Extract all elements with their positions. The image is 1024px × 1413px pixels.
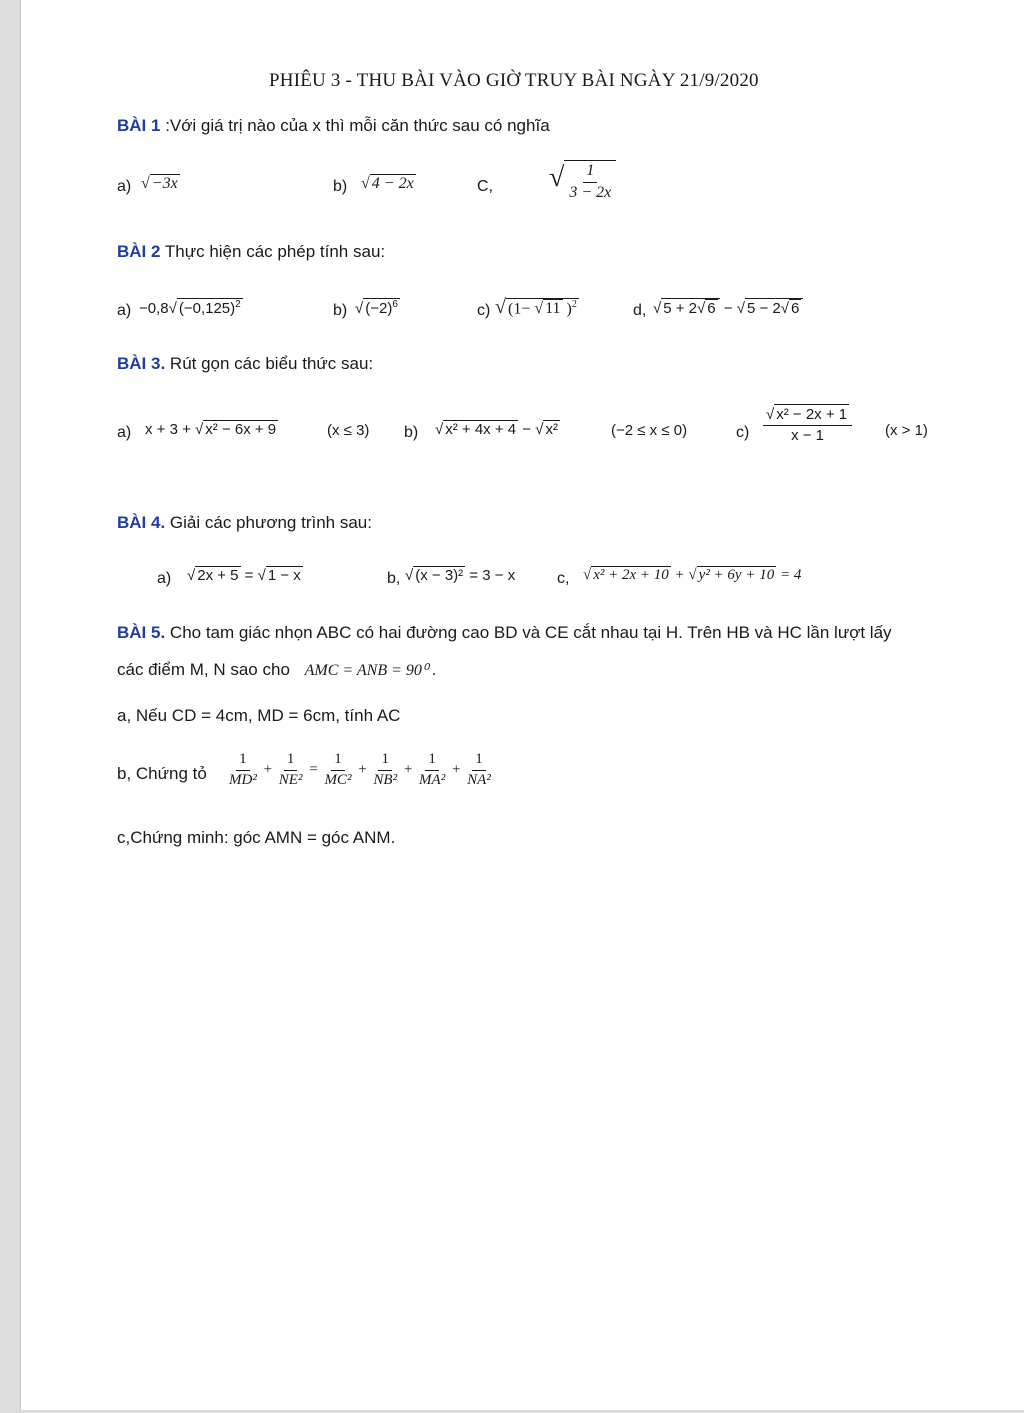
bai5-line2: các điểm M, N sao cho AMC = ANB = 90⁰ . (117, 660, 437, 679)
bai2-c-expr: √ (1− √ 11 )$^2$ (495, 296, 577, 318)
fraction-operator: + (400, 761, 417, 778)
bai3-heading (117, 354, 373, 374)
bai3-a-cond: (x ≤ 3) (327, 422, 370, 439)
bai5-fraction-sum (226, 750, 494, 790)
bai2-heading (117, 242, 385, 262)
bai2-text: Thực hiện các phép tính sau: (160, 242, 386, 261)
bai4-a-expr: √ 2x + 5 = √ 1 − x (187, 567, 301, 584)
fraction-operator: = (305, 761, 322, 778)
bai1-a-expr: √ −3x (141, 175, 178, 192)
bai4-heading (117, 513, 372, 533)
worksheet-page (20, 0, 1024, 1410)
bai5-line1: BÀI 5. Cho tam giác nhọn ABC có hai đường cao BD và CE cắt nhau tại H. Trên HB và HC lần lượt lấy (117, 623, 892, 642)
bai3-b-cond: (−2 ≤ x ≤ 0) (611, 422, 688, 439)
bai4-c-expr: √ x² + 2x + 10 + √ y² + 6y + 10 = 4 (583, 567, 802, 583)
fraction-term: $\frac{1}{\text{MD²}}$ (229, 751, 257, 788)
bai1-c-label: C, (477, 178, 493, 195)
bai2-b-label: b) (333, 302, 348, 319)
fraction-term: $\frac{1}{\text{NA²}}$ (467, 751, 491, 788)
bai1-b-label: b) (333, 178, 348, 195)
bai3-text: Rút gọn các biểu thức sau: (165, 354, 374, 373)
page-title: PHIÊU 3 - THU BÀI VÀO GIỜ TRUY BÀI NGÀY 21/9/2020 (269, 70, 759, 91)
bai5-part-a: a, Nếu CD = 4cm, MD = 6cm, tính AC (117, 706, 401, 725)
fraction-term: $\frac{1}{\text{MC²}}$ (324, 751, 352, 788)
bai3-label: BÀI 3. (117, 354, 166, 373)
fraction-operator: + (448, 761, 465, 778)
bai4-b-expr: √ (x − 3)² = 3 − x (405, 567, 516, 584)
bai3-a-expr: x + 3 + √ x² − 6x + 9 (145, 421, 277, 438)
bai1-heading (117, 116, 550, 136)
bai3-a-label: a) (117, 424, 132, 441)
bai1-b-expr: √ 4 − 2x (361, 175, 414, 192)
bai5-label: BÀI 5. (117, 623, 166, 642)
bai2-a-expr: −0,8√ $(-0,125)^2$ (139, 299, 241, 317)
bai4-label: BÀI 4. (117, 513, 166, 532)
bai2-label: BÀI 2 (117, 242, 161, 261)
bai3-c-expr: $\frac{\text{√ x² − 2x + 1}}{x - 1}$ (763, 404, 852, 445)
bai5-part-b-label: b, Chứng tỏ (117, 764, 207, 783)
fraction-operator: + (259, 761, 276, 778)
bai1-c-expr: √ $\frac{1}{3 - 2x}$ (549, 160, 616, 204)
bai3-b-label: b) (404, 424, 419, 441)
bai2-d-label: d, (633, 302, 647, 319)
bai2-a-label: a) (117, 302, 132, 319)
bai1-text: :Với giá trị nào của x thì mỗi căn thức sau có nghĩa (160, 116, 550, 135)
fraction-term: $\frac{1}{\text{MA²}}$ (419, 751, 446, 788)
bai4-text: Giải các phương trình sau: (165, 513, 372, 532)
bai2-b-expr: √ $(-2)^6$ (355, 299, 398, 317)
bai2-d-expr: √ 5 + 2√ 6 − √ 5 − 2√ 6 (653, 298, 803, 317)
bai5-part-c: c,Chứng minh: góc AMN = góc ANM. (117, 828, 396, 847)
bai1-label: BÀI 1 (117, 116, 161, 135)
bai4-c-label: c, (557, 570, 570, 587)
fraction-term: $\frac{1}{\text{NB²}}$ (373, 751, 398, 788)
bai2-c-label: c) (477, 302, 491, 319)
bai3-c-label: c) (736, 424, 750, 441)
bai4-a-label: a) (157, 570, 172, 587)
bai3-b-expr: √ x² + 4x + 4 − √ x² (435, 421, 558, 438)
fraction-operator: + (354, 761, 371, 778)
fraction-term: $\frac{1}{\text{NE²}}$ (278, 751, 303, 788)
bai1-a-label: a) (117, 178, 132, 195)
bai4-b-label: b, (387, 570, 401, 587)
bai3-c-cond: (x > 1) (885, 422, 928, 439)
